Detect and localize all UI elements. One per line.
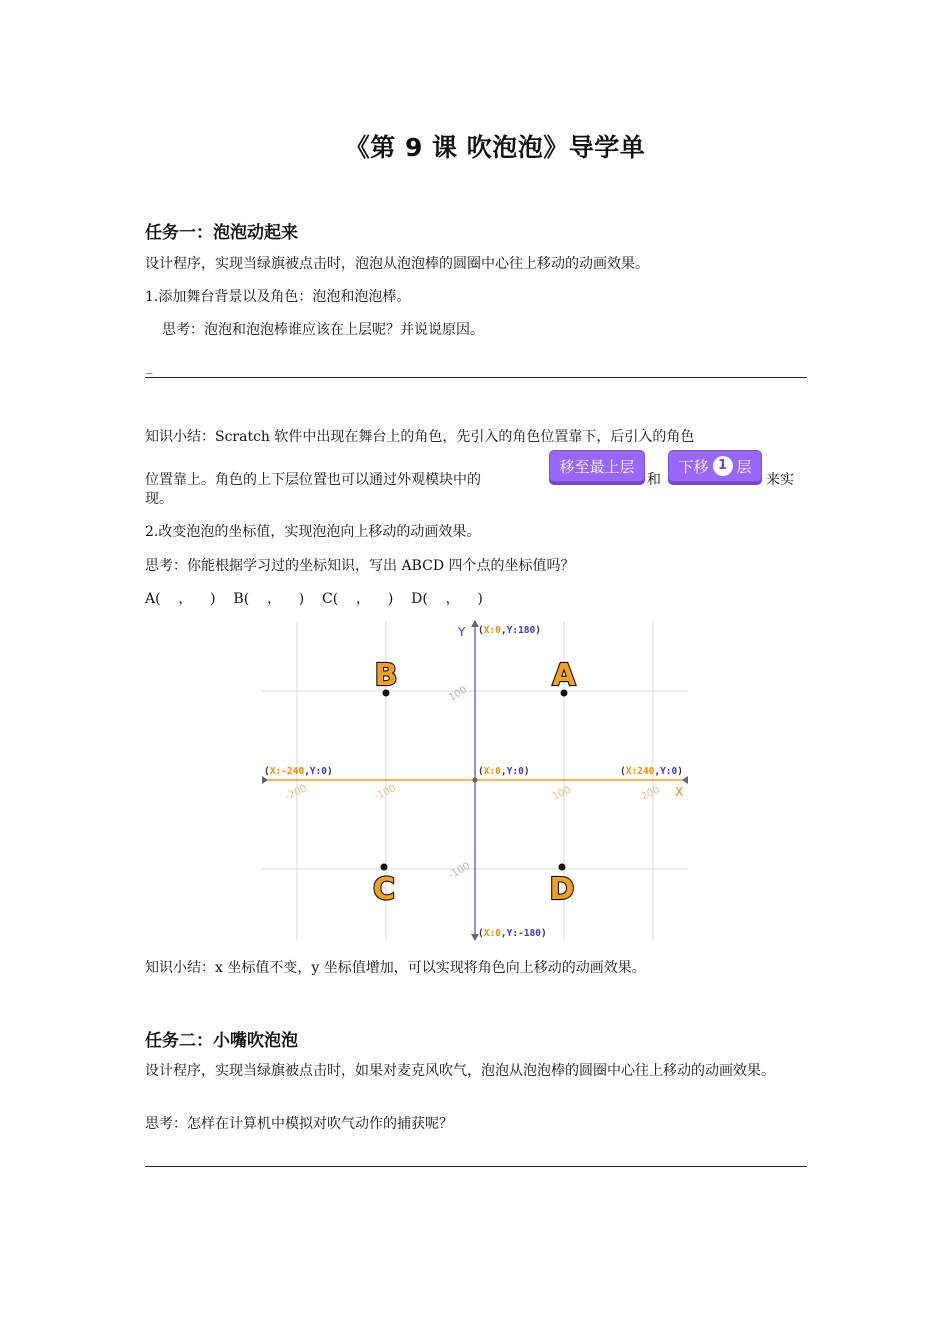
task1-intro: 设计程序，实现当绿旗被点击时，泡泡从泡泡棒的圆圈中心往上移动的动画效果。 — [145, 256, 649, 272]
task2-intro: 设计程序，实现当绿旗被点击时，如果对麦克风吹气，泡泡从泡泡棒的圆圈中心往上移动的动画效果。 — [145, 1063, 775, 1079]
layer-number-badge: 1 — [713, 456, 733, 476]
go-back-layer-block — [668, 450, 762, 482]
answer-line-1 — [145, 377, 807, 378]
blank-mark: _ — [146, 360, 153, 375]
point-a-label: A — [552, 658, 576, 693]
point-d-label: D — [549, 872, 575, 907]
task1-think2: 思考：你能根据学习过的坐标知识，写出 ABCD 四个点的坐标值吗？ — [145, 558, 575, 574]
y-tick-label: 100 — [447, 684, 470, 704]
point-d-dot — [559, 864, 566, 871]
bottom-coordinate-label: (X:0,Y:-180) — [478, 928, 547, 939]
task2-heading: 任务二：小嘴吹泡泡 — [145, 1031, 298, 1051]
page-title: 《第 9 课 吹泡泡》导学单 — [344, 133, 646, 162]
x-axis-arrow-left — [262, 776, 268, 784]
answer-line-2 — [145, 1166, 807, 1167]
point-b-label: B — [374, 658, 398, 693]
summary1-line2-start: 位置靠上。角色的上下层位置也可以通过外观模块中的 — [145, 472, 481, 488]
go-back-label-pre: 下移 — [678, 457, 709, 476]
point-c-dot — [381, 864, 388, 871]
go-to-front-block — [549, 450, 645, 482]
task1-step1: 1.添加舞台背景以及角色：泡泡和泡泡棒。 — [145, 289, 411, 305]
go-back-label-post: 层 — [736, 457, 752, 476]
origin-coordinate-label: (X:0,Y:0) — [478, 766, 530, 777]
summary1-line3: 现。 — [145, 491, 173, 507]
task1-step2: 2.改变泡泡的坐标值，实现泡泡向上移动的动画效果。 — [145, 524, 481, 540]
x-tick-label: 100 — [550, 784, 573, 803]
y-axis-name: Y — [458, 625, 466, 639]
task1-think1: 思考：泡泡和泡泡棒谁应该在上层呢？并说说原因。 — [162, 322, 484, 338]
point-c-label: C — [372, 872, 396, 907]
right-coordinate-label: (X:240,Y:0) — [620, 766, 683, 777]
x-tick-label: -100 — [372, 783, 398, 803]
origin-dot — [473, 778, 478, 783]
go-to-front-label: 移至最上层 — [559, 457, 635, 476]
summary2: 知识小结：x 坐标值不变，y 坐标值增加，可以实现将角色向上移动的动画效果。 — [145, 960, 646, 976]
task1-heading: 任务一：泡泡动起来 — [145, 223, 298, 243]
summary1-and: 和 — [647, 472, 661, 488]
left-coordinate-label: (X:-240,Y:0) — [264, 766, 333, 777]
x-tick-label: -200 — [283, 783, 309, 803]
y-tick-label: -100 — [447, 860, 473, 882]
summary1-line1: 知识小结：Scratch 软件中出现在舞台上的角色，先引入的角色位置靠下，后引入的角色 — [145, 429, 695, 445]
top-coordinate-label: (X:0,Y:180) — [478, 625, 541, 636]
x-axis-arrow-right — [682, 776, 688, 784]
coordinate-answers: A( ， ) B( ， ) C( ， ) D( ， ) — [145, 591, 483, 607]
coordinate-plane — [262, 620, 690, 942]
task2-think: 思考：怎样在计算机中模拟对吹气动作的捕获呢？ — [145, 1116, 453, 1132]
x-tick-label: 200 — [639, 784, 662, 803]
summary1-line2-end: 来实 — [766, 472, 794, 488]
x-axis-name: X — [675, 785, 684, 799]
